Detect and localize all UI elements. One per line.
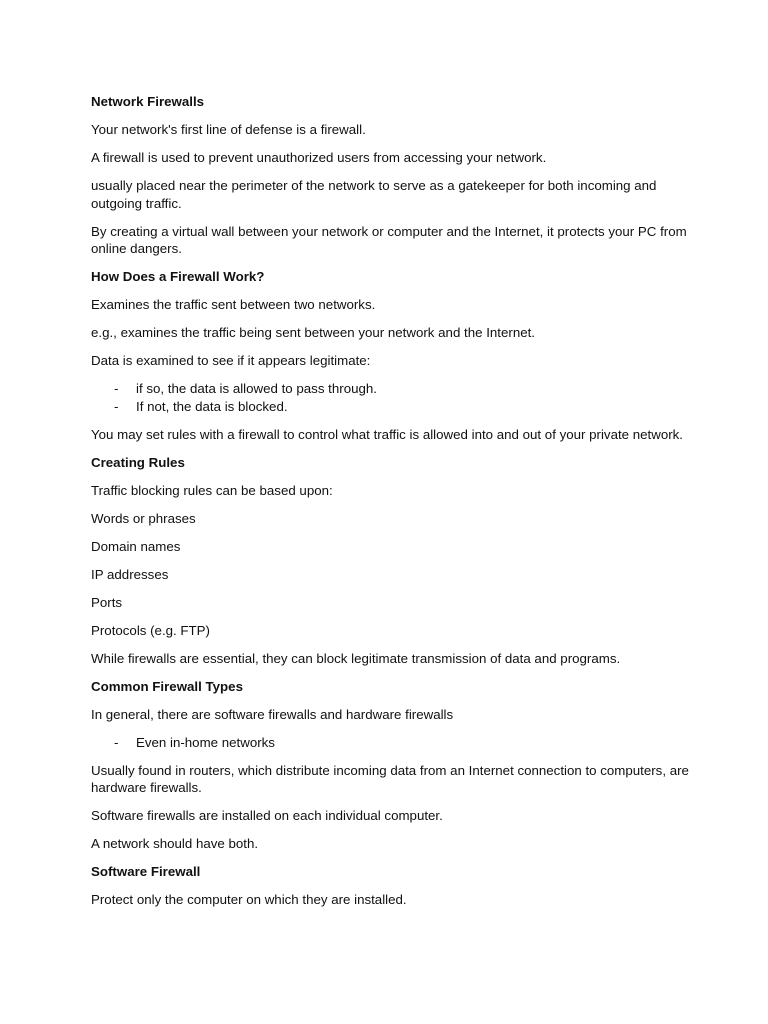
section-heading-network-firewalls: Network Firewalls [91,94,205,109]
bullet-dash: - [114,398,119,414]
paragraph: You may set rules with a firewall to control what traffic is allowed into and out of your private network. [91,426,684,442]
list-item [91,380,691,398]
list-item [91,398,691,416]
paragraph: Usually found in routers, which distribute incoming data from an Internet connection to computers, are hardware firewalls. [91,762,689,795]
section-heading-common-firewall-types: Common Firewall Types [91,678,243,694]
paragraph: Your network's first line of defense is a firewall. [91,122,366,137]
paragraph: e.g., examines the traffic being sent between your network and the Internet. [91,325,535,340]
paragraph: Data is examined to see if it appears legitimate: [91,353,371,368]
section-heading-creating-rules: Creating Rules [91,454,185,470]
paragraph: A network should have both. [91,836,259,851]
paragraph: IP addresses [91,566,169,582]
paragraph: While firewalls are essential, they can block legitimate transmission of data and programs. [91,650,621,666]
paragraph: Domain names [91,538,181,554]
paragraph: Words or phrases [91,510,196,526]
paragraph: Protect only the computer on which they are installed. [91,892,407,907]
list-item-text: if so, the data is allowed to pass through. [136,381,377,396]
section-heading-software-firewall: Software Firewall [91,864,201,879]
paragraph: usually placed near the perimeter of the network to serve as a gatekeeper for both incoming and outgoing traffic. [91,178,657,211]
section-heading-how-firewall-works: How Does a Firewall Work? [91,269,265,284]
paragraph: A firewall is used to prevent unauthorized users from accessing your network. [91,150,547,165]
list-item-text: If not, the data is blocked. [136,398,288,414]
paragraph: Software firewalls are installed on each individual computer. [91,808,443,823]
bullet-dash: - [114,734,119,750]
paragraph: Traffic blocking rules can be based upon: [91,482,333,498]
paragraph: In general, there are software firewalls and hardware firewalls [91,706,454,722]
bullet-list [91,380,691,415]
document-body [91,93,691,919]
bullet-list [91,734,691,752]
list-item-text: Even in-home networks [136,734,275,750]
bullet-dash: - [114,381,119,396]
paragraph: Ports [91,594,123,610]
paragraph: By creating a virtual wall between your network or computer and the Internet, it protects your PC from online dangers. [91,223,687,256]
paragraph: Protocols (e.g. FTP) [91,622,210,638]
paragraph: Examines the traffic sent between two networks. [91,297,376,312]
list-item [91,734,691,752]
